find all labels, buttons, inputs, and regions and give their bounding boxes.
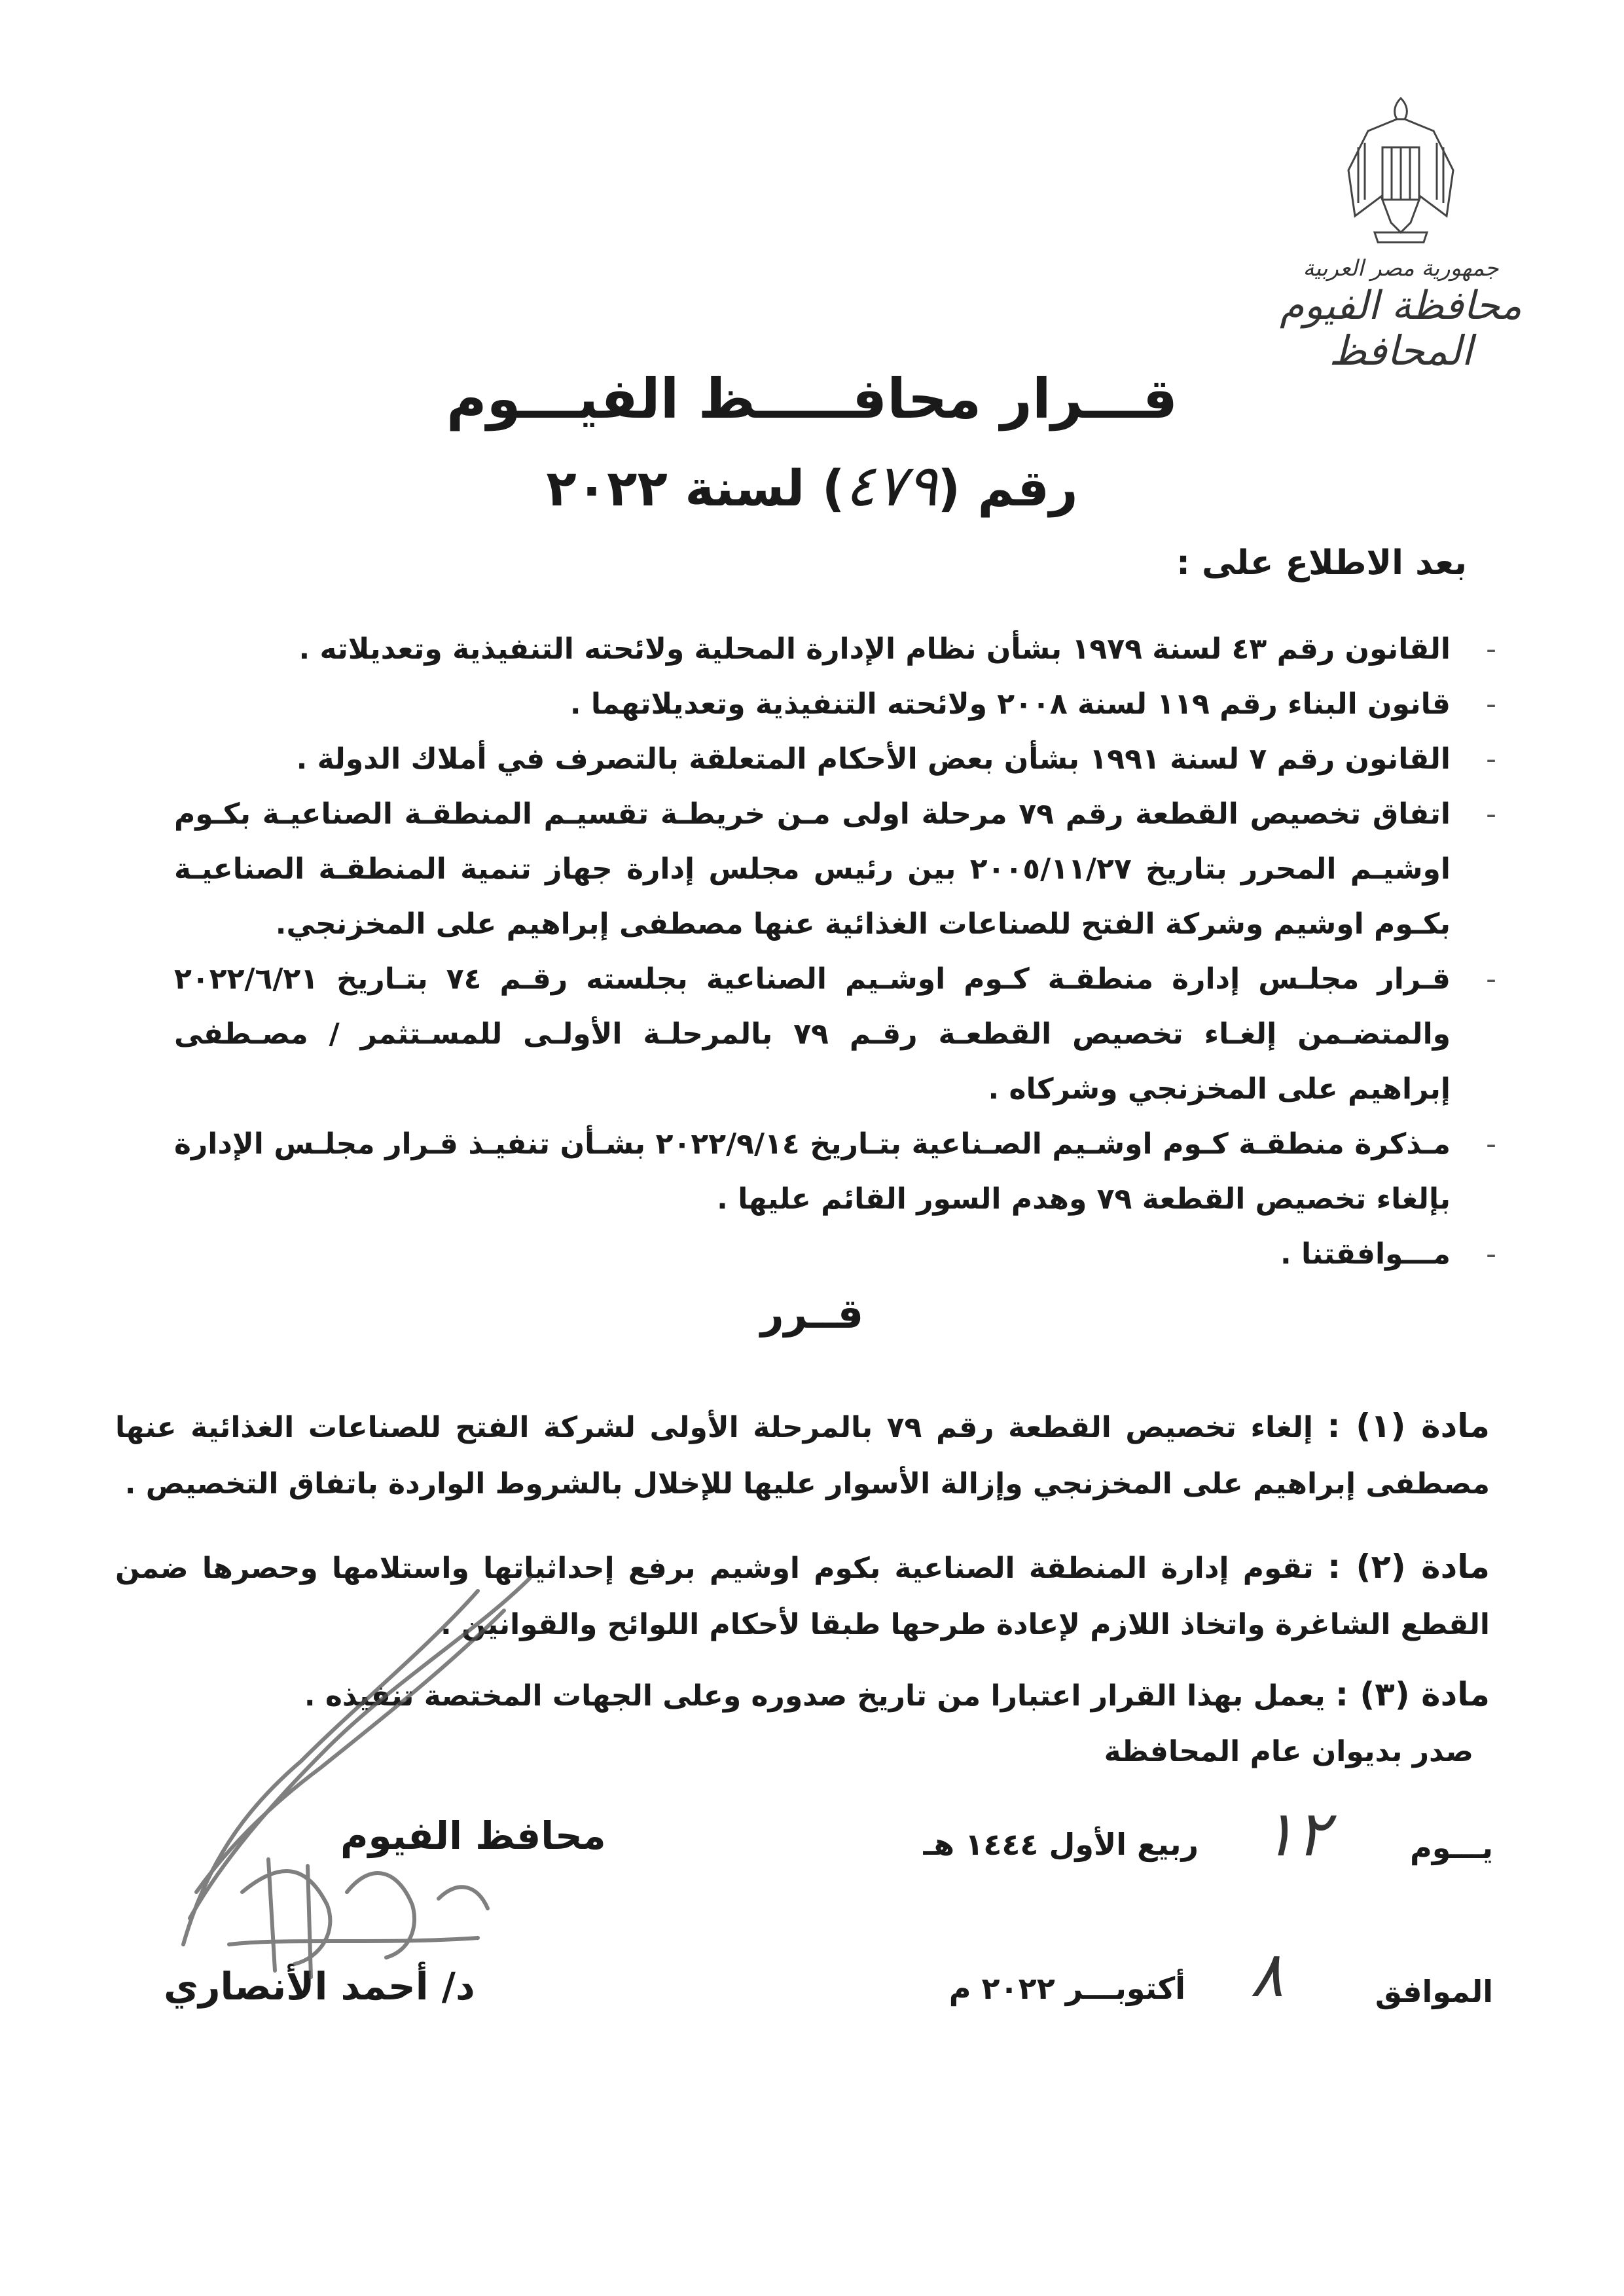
clause-dash: - xyxy=(1486,1237,1496,1271)
header-governor: المحافظ xyxy=(1329,327,1473,374)
decree-number-suffix: ) لسنة ٢٠٢٢ xyxy=(546,459,845,517)
header-governorate: محافظة الفيوم xyxy=(1280,283,1522,329)
signatory-title: محافظ الفيوم xyxy=(340,1813,606,1858)
day-value: ١٢ xyxy=(1261,1797,1329,1870)
clause: - مـذكرة منطقـة كـوم اوشـيم الصـناعية بتـاريخ ٢٠٢٢/٩/١٤ بشـأن تنفيـذ قـرار مجلـس الإدارة بإلغاء تخصيص القطعة ٧٩ وهدم السور القائم عليها . xyxy=(174,1117,1490,1227)
clause-dash: - xyxy=(1486,742,1496,776)
article-label: مادة (٣) : xyxy=(1335,1675,1490,1713)
signature xyxy=(111,1552,583,2023)
clause: - قـرار مجلـس إدارة منطقـة كـوم اوشـيم الصناعية بجلسته رقـم ٧٤ بتـاريخ ٢٠٢٢/٦/٢١ والمتضـمن إلغـاء تخصيص القطعـة رقـم ٧٩ بالمرحلـة الأولـى للمسـتثمر / مصـطفى إبراهيم على المخزنجي وشركاه . xyxy=(174,952,1490,1117)
eagle-emblem-icon xyxy=(1329,85,1473,249)
decree-title: قـــرار محافـــــظ الفيـــوم xyxy=(446,367,1178,431)
clause-dash: - xyxy=(1486,797,1496,831)
decree-number: ٤٧٩ xyxy=(844,452,938,519)
clause: - مـــوافقتنا . xyxy=(174,1227,1490,1282)
decree-number-prefix: رقم ( xyxy=(937,459,1078,517)
clause: - القانون رقم ٧ لسنة ١٩٩١ بشأن بعض الأحكام المتعلقة بالتصرف في أملاك الدولة . xyxy=(174,732,1490,787)
after-review-heading: بعد الاطلاع على : xyxy=(1176,543,1467,583)
clause-dash: - xyxy=(1486,632,1496,666)
clause: - قانون البناء رقم ١١٩ لسنة ٢٠٠٨ ولائحته التنفيذية وتعديلاتهما . xyxy=(174,677,1490,732)
issued-at: صدر بديوان عام المحافظة xyxy=(1104,1735,1473,1768)
article-text: تقوم إدارة المنطقة الصناعية بكوم اوشيم برفع إحداثياتها واستلامها وحصرها ضمن القطع الشاغرة واتخاذ اللازم لإعادة طرحها طبقا لأحكام اللوائح والقوانين . xyxy=(115,1552,1490,1641)
article-label: مادة (١) : xyxy=(1327,1407,1490,1445)
clause-dash: - xyxy=(1486,1127,1496,1161)
hijri-date: ربيع الأول ١٤٤٤ هـ xyxy=(923,1827,1199,1862)
clause: - القانون رقم ٤٣ لسنة ١٩٧٩ بشأن نظام الإدارة المحلية ولائحته التنفيذية وتعديلاته . xyxy=(174,622,1490,677)
article-text: يعمل بهذا القرار اعتبارا من تاريخ صدوره وعلى الجهات المختصة تنفيذه . xyxy=(304,1679,1326,1713)
article xyxy=(115,1398,1490,1512)
header-emblem-block xyxy=(1270,85,1532,393)
decree-number-line xyxy=(0,452,1624,519)
article-text: إلغاء تخصيص القطعة رقم ٧٩ بالمرحلة الأولى لشركة الفتح للصناعات الغذائية عنها مصطفى إبراهيم على المخزنجي وإزالة الأسوار عليها للإخلال بالشروط الواردة باتفاق التخصيص . xyxy=(115,1411,1490,1501)
gregorian-date: أكتوبـــر ٢٠٢٢ م xyxy=(948,1971,1185,2006)
clause: - اتفاق تخصيص القطعة رقم ٧٩ مرحلة اولى مـن خريطـة تقسيـم المنطقـة الصناعيـة بكـوم اوشيـم المحرر بتاريخ ٢٠٠٥/١١/٢٧ بين رئيس مجلس إدارة جهاز تنمية المنطقـة الصناعيـة بكـوم اوشيم وشركة الفتح للصناعات الغذائية عنها مصطفى إبراهيم على المخزنجي. xyxy=(174,787,1490,952)
header-country: جمهورية مصر العربية xyxy=(1303,255,1499,282)
corresponding-label: الموافق xyxy=(1375,1974,1493,2009)
clause-dash: - xyxy=(1486,687,1496,721)
signatory-name: د/ أحمد الأنصاري xyxy=(164,1964,475,2009)
article-label: مادة (٢) : xyxy=(1327,1548,1490,1586)
signature-scribble-icon xyxy=(111,1552,583,2023)
clause-dash: - xyxy=(1486,962,1496,996)
day-label: يـــوم xyxy=(1410,1830,1493,1865)
decision-heading: قــرر xyxy=(760,1290,864,1338)
greg-day: ٨ xyxy=(1250,1938,1284,2011)
